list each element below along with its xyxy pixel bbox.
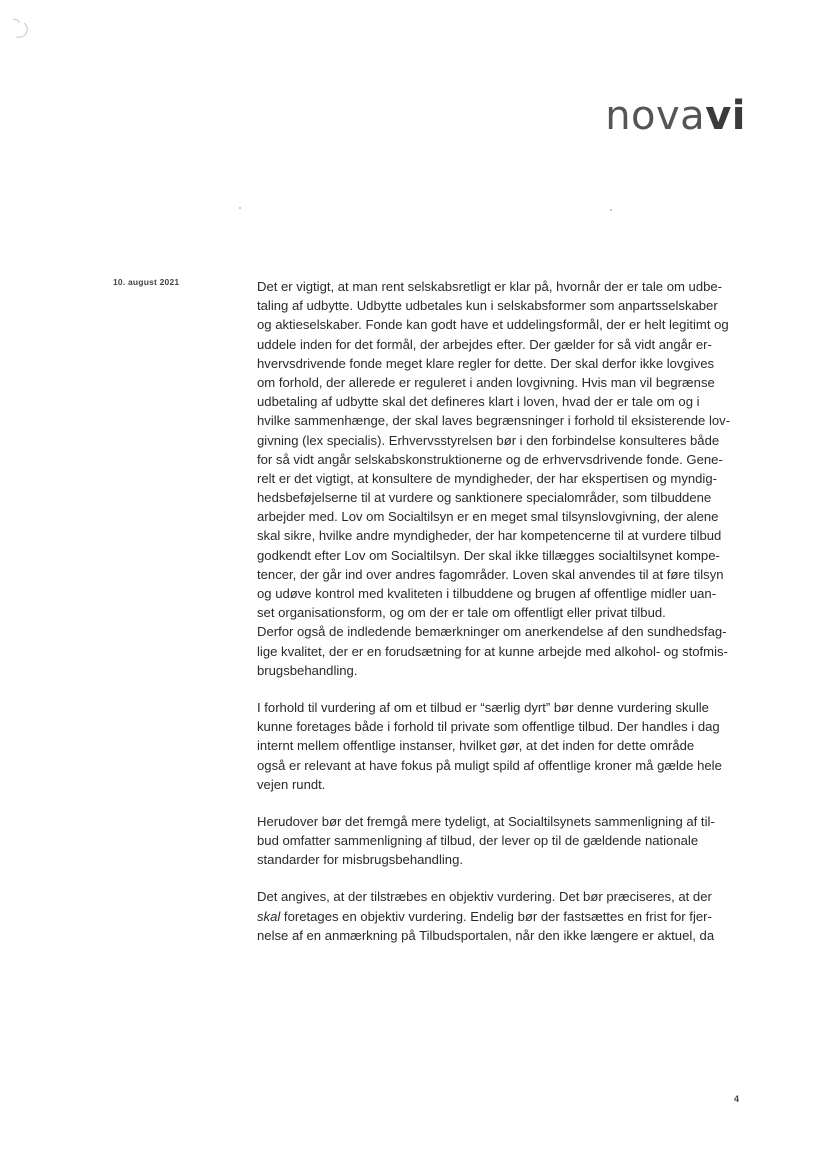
text-line: hedsbeføjelserne til at vurdere og sanktionere specialområder, som tilbuddene (257, 490, 712, 506)
text-line-rest: foretages en objektiv vurdering. Endelig bør der fastsættes en frist for fjer- (280, 908, 712, 924)
text-line: lige kvalitet, der er en forudsætning for at kunne arbejde med alkohol- og stofmis- (257, 643, 728, 659)
paragraph-comparison (257, 812, 757, 870)
text-line: vejen rundt. (257, 776, 326, 792)
text-line (257, 907, 757, 926)
text-line: om forhold, der allerede er reguleret i anden lovgivning. Hvis man vil begrænse (257, 374, 715, 390)
text-line: relt er det vigtigt, at konsultere de myndigheder, der har ekspertisen og myndig- (257, 470, 717, 486)
text-line: Det angives, at der tilstræbes en objektiv vurdering. Det bør præciseres, at der (257, 889, 712, 905)
scan-speck (610, 209, 612, 211)
emphasis-skal: skal (257, 908, 281, 924)
text-line: og aktieselskaber. Fonde kan godt have et uddelingsformål, der er helt legitimt og (257, 317, 729, 333)
page-number: 4 (734, 1094, 740, 1104)
text-line: Derfor også de indledende bemærkninger om anerkendelse af den sundhedsfag- (257, 624, 727, 640)
paragraph-particularly-expensive (257, 698, 757, 794)
logo-text-vi: vi (705, 93, 746, 139)
text-line: standarder for misbrugsbehandling. (257, 852, 463, 868)
scan-speck (239, 207, 241, 209)
text-line: skal sikre, hvilke andre myndigheder, der har kompetencerne til at vurdere tilbud (257, 528, 722, 544)
text-line: kunne foretages både i forhold til private som offentlige tilbud. Der handles i dag (257, 719, 720, 735)
text-line: I forhold til vurdering af om et tilbud er “særlig dyrt” bør denne vurdering skulle (257, 699, 709, 715)
text-line: for så vidt angår selskabskonstruktionerne og de erhvervsdrivende fonde. Gene- (257, 451, 723, 467)
text-line: også er relevant at have fokus på muligt spild af offentlige kroner må gælde hele (257, 757, 722, 773)
paragraph-dividend (257, 277, 757, 680)
text-line: godkendt efter Lov om Socialtilsyn. Der skal ikke tillægges socialtilsynet kompe- (257, 547, 720, 563)
text-line: og udøve kontrol med kvaliteten i tilbuddene og brugen af offentlige midler uan- (257, 586, 717, 601)
text-line: taling af udbytte. Udbytte udbetales kun i selskabsformer som anpartsselskaber (257, 298, 718, 314)
text-line: Det er vigtigt, at man rent selskabsretligt er klar på, hvornår der er tale om udbe- (257, 279, 723, 294)
logo-text-nova: nova (605, 93, 706, 139)
text-line: brugsbehandling. (257, 662, 358, 678)
text-line: givning (lex specialis). Erhvervsstyrelsen bør i den forbindelse konsulteres både (257, 432, 720, 448)
text-line: hvervsdrivende fonde meget klare regler for dette. Der skal derfor ikke lovgives (257, 355, 715, 371)
text-line: internt mellem offentlige instanser, hvilket gør, at det inden for dette område (257, 738, 695, 754)
text-line: hvilke sammenhænge, der skal laves begrænsninger i forhold til eksisterende lov- (257, 413, 731, 429)
novavi-logo (605, 93, 746, 139)
text-line: tencer, der går ind over andres fagområder. Loven skal anvendes til at føre tilsyn (257, 566, 724, 582)
paragraph-objective-assessment (257, 887, 757, 945)
text-line: bud omfatter sammenligning af tilbud, der lever op til de gældende nationale (257, 833, 699, 849)
text-line: set organisationsform, og om der er tale om offentligt eller privat tilbud. (257, 605, 666, 621)
text-line: udbetaling af udbytte skal det defineres klart i loven, hvad der er tale om og i (257, 394, 700, 410)
text-line: arbejder med. Lov om Socialtilsyn er en meget smal tilsynslovgivning, der alene (257, 509, 719, 525)
text-line: uddele inden for det formål, der arbejdes efter. Der gælder for så vidt angår er- (257, 336, 712, 352)
text-line: Herudover bør det fremgå mere tydeligt, at Socialtilsynets sammenligning af til- (257, 813, 715, 829)
letter-body (257, 277, 757, 945)
corner-scan-mark-icon (10, 14, 36, 40)
text-line: nelse af en anmærkning på Tilbudsportalen, når den ikke længere er aktuel, da (257, 927, 715, 943)
document-date: 10. august 2021 (113, 277, 180, 287)
